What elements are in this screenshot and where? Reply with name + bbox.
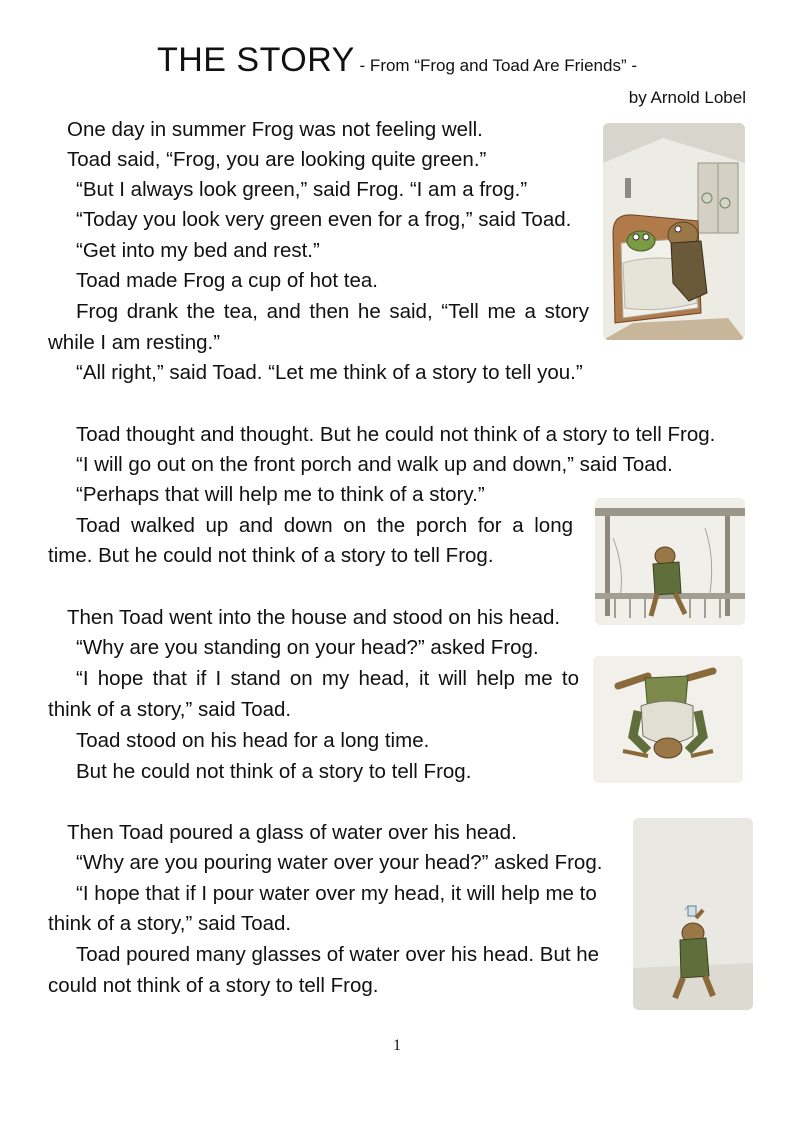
frog-in-bed-art (603, 123, 745, 340)
story-line: Toad made Frog a cup of hot tea. (76, 269, 378, 292)
story-line: “I hope that if I pour water over my head, it will help me to (76, 882, 597, 905)
page-title (0, 40, 794, 87)
story-line: “Perhaps that will help me to think of a story.” (76, 483, 485, 506)
story-line: Then Toad went into the house and stood on his head. (67, 606, 561, 629)
story-line: “Today you look very green even for a frog,” said Toad. (76, 208, 572, 231)
story-line: Frog drank the tea, and then he said, “Tell me a story (76, 300, 589, 323)
story-line: “But I always look green,” said Frog. “I am a frog.” (76, 178, 528, 201)
story-line: think of a story,” said Toad. (48, 698, 292, 721)
story-line: Toad stood on his head for a long time. (76, 729, 430, 752)
page-number: 1 (393, 1037, 401, 1054)
story-line: One day in summer Frog was not feeling well. (67, 118, 483, 141)
story-line: “Get into my bed and rest.” (76, 239, 320, 262)
story-line: while I am resting.” (48, 331, 221, 354)
story-line: time. But he could not think of a story to tell Frog. (48, 544, 494, 567)
story-line: “I will go out on the front porch and walk up and down,” said Toad. (76, 453, 673, 476)
story-line: Toad thought and thought. But he could not think of a story to tell Frog. (76, 423, 716, 446)
story-line: “Why are you pouring water over your head?” asked Frog. (76, 851, 603, 874)
toad-on-head-art (593, 656, 743, 783)
toad-pouring-water-illustration (633, 818, 753, 1010)
story-line: Toad walked up and down on the porch for a long (76, 514, 573, 537)
toad-pouring-water-art (633, 818, 753, 1010)
title-main: THE STORY (156, 41, 355, 79)
author-line: by Arnold Lobel (628, 88, 746, 107)
toad-on-porch-illustration (595, 498, 745, 625)
frog-in-bed-illustration (603, 123, 745, 340)
story-line: “All right,” said Toad. “Let me think of a story to tell you.” (76, 361, 583, 384)
story-line: could not think of a story to tell Frog. (48, 974, 379, 997)
story-line: Toad said, “Frog, you are looking quite green.” (67, 148, 487, 171)
story-line: “I hope that if I stand on my head, it will help me to (76, 667, 579, 690)
story-line: But he could not think of a story to tell Frog. (76, 760, 472, 783)
toad-on-head-illustration (593, 656, 743, 783)
title-subtitle: - From “Frog and Toad Are Friends” - (354, 56, 637, 75)
story-line: Toad poured many glasses of water over his head. But he (76, 943, 600, 966)
story-line: “Why are you standing on your head?” asked Frog. (76, 636, 539, 659)
toad-on-porch-art (595, 498, 745, 625)
story-line: Then Toad poured a glass of water over his head. (67, 821, 517, 844)
story-line: think of a story,” said Toad. (48, 912, 292, 935)
